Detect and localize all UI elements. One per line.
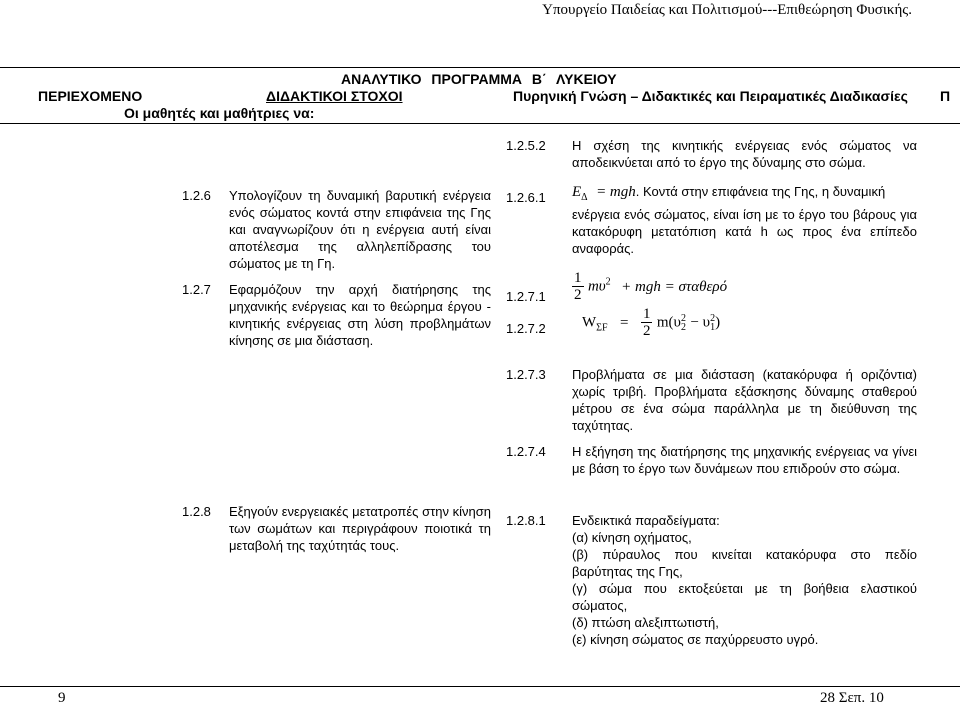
footer-rule	[0, 686, 960, 687]
eq-E-sub: Δ	[581, 192, 588, 203]
frac-num: 1	[574, 270, 582, 286]
footer-date: 28 Σεπ. 10	[820, 690, 884, 706]
knowledge-code: 1.2.7.4	[506, 444, 546, 459]
knowledge-code: 1.2.7.2	[506, 321, 546, 336]
students-line: Οι μαθητές και μαθήτριες να:	[124, 105, 315, 121]
eq-rest: + mgh = σταθερό	[621, 278, 728, 295]
eq-close: )	[715, 314, 721, 331]
frac-den: 2	[574, 287, 582, 303]
examples-intro: Ενδεικτικά παραδείγματα:	[572, 513, 720, 528]
eq-v2-sup: 2	[680, 312, 686, 324]
objective-text: Εξηγούν ενεργειακές μετατροπές στην κίνηση των σωμάτων και περιγράφουν ποιοτικά τη μεταβολή της ταχύτητάς τους.	[229, 504, 491, 553]
eq-E: E	[572, 184, 582, 200]
eq-minus: − υ	[690, 314, 711, 331]
potential-energy-line	[572, 183, 932, 203]
objective-code: 1.2.7	[182, 282, 211, 297]
frac-num: 1	[642, 306, 651, 322]
work-energy-equation	[582, 306, 720, 339]
example-item: (γ) σώμα που εκτοξεύεται με τη βοήθεια ελαστικού σώματος,	[572, 581, 917, 613]
eq-sq: 2	[605, 276, 611, 288]
examples-block	[572, 512, 917, 648]
col-p-header: Π	[940, 88, 951, 104]
col-objectives-header: ΔΙΔΑΚΤΙΚΟΙ ΣΤΟΧΟΙ	[266, 88, 403, 104]
objective-text: Εφαρμόζουν την αρχή διατήρησης της μηχανικής ενέργειας και το θεώρημα έργου - κινητικής ενέργειας στη λύση προβλημάτων κίνησης σε μια διάσταση.	[229, 282, 491, 348]
knowledge-text: Η σχέση της κινητικής ενέργειας ενός σώματος να αποδεικνύεται από το έργο της δύναμης στο σώμα.	[572, 138, 917, 170]
eq-mv: mυ	[587, 278, 606, 295]
objective-code: 1.2.8	[182, 504, 211, 519]
knowledge-text: ενέργεια ενός σώματος, είναι ίση με το έργο του βάρους για κατακόρυφη μετατόπιση κατά h ως προς ένα επίπεδο αναφοράς.	[572, 207, 917, 256]
col-content-header: ΠΕΡΙΕΧΟΜΕΝΟ	[38, 88, 143, 104]
example-item: (δ) πτώση αλεξιπτωτιστή,	[572, 615, 719, 630]
program-title: ΑΝΑΛΥΤΙΚΟ ΠΡΟΓΡΑΜΜΑ Β΄ ΛΥΚΕΙΟΥ	[341, 71, 617, 87]
eq-rhs: = mgh	[596, 184, 636, 200]
eq-equals: =	[620, 314, 629, 331]
example-item: (β) πύραυλος που κινείται κατακόρυφα στο πεδίο βαρύτητας της Γης,	[572, 547, 917, 579]
eq-v1-sup: 2	[710, 312, 716, 324]
knowledge-code: 1.2.6.1	[506, 190, 546, 205]
running-header: Υπουργείο Παιδείας και Πολιτισμού---Επιθεώρηση Φυσικής.	[542, 2, 912, 18]
energy-conservation-equation	[572, 270, 727, 303]
example-item: (ε) κίνηση σώματος σε παχύρρευστο υγρό.	[572, 632, 819, 647]
knowledge-text-first: . Κοντά στην επιφάνεια της Γης, η δυναμική	[635, 184, 886, 199]
page-number: 9	[58, 690, 66, 706]
objective-code: 1.2.6	[182, 188, 211, 203]
eq-W: W	[582, 314, 597, 331]
eq-v1-sub: 1	[710, 321, 716, 333]
knowledge-text: Η εξήγηση της διατήρησης της μηχανικής ενέργειας να γίνει με βάση το έργο των δυνάμεων που επιδρούν στο σώμα.	[572, 444, 917, 476]
eq-W-sub: ΣF	[596, 322, 608, 334]
knowledge-code: 1.2.5.2	[506, 138, 546, 153]
knowledge-code: 1.2.7.3	[506, 367, 546, 382]
header-bottom-rule	[0, 123, 960, 124]
eq-v2-sub: 2	[680, 321, 686, 333]
knowledge-text: Προβλήματα σε μια διάσταση (κατακόρυφα ή οριζόντια) χωρίς τριβή. Προβλήματα εξάσκησης δύναμης σταθερού μέτρου σε ένα σώμα παράλληλα με τη διεύθυνση της ταχύτητας.	[572, 367, 917, 433]
eq-m: m(υ	[656, 314, 681, 331]
objective-text: Υπολογίζουν τη δυναμική βαρυτική ενέργεια ενός σώματος κοντά στην επιφάνεια της Γης και αναγνωρίζουν ότι η ενέργεια αυτή είναι αποτέλεσμα της αλληλεπίδρασης του σώματος με τη Γη.	[229, 188, 491, 271]
knowledge-code: 1.2.8.1	[506, 513, 546, 528]
col-knowledge-header: Πυρηνική Γνώση – Διδακτικές και Πειραματικές Διαδικασίες	[513, 88, 908, 104]
header-top-rule	[0, 67, 960, 68]
example-item: (α) κίνηση οχήματος,	[572, 530, 692, 545]
frac-den: 2	[642, 323, 651, 339]
knowledge-code: 1.2.7.1	[506, 289, 546, 304]
